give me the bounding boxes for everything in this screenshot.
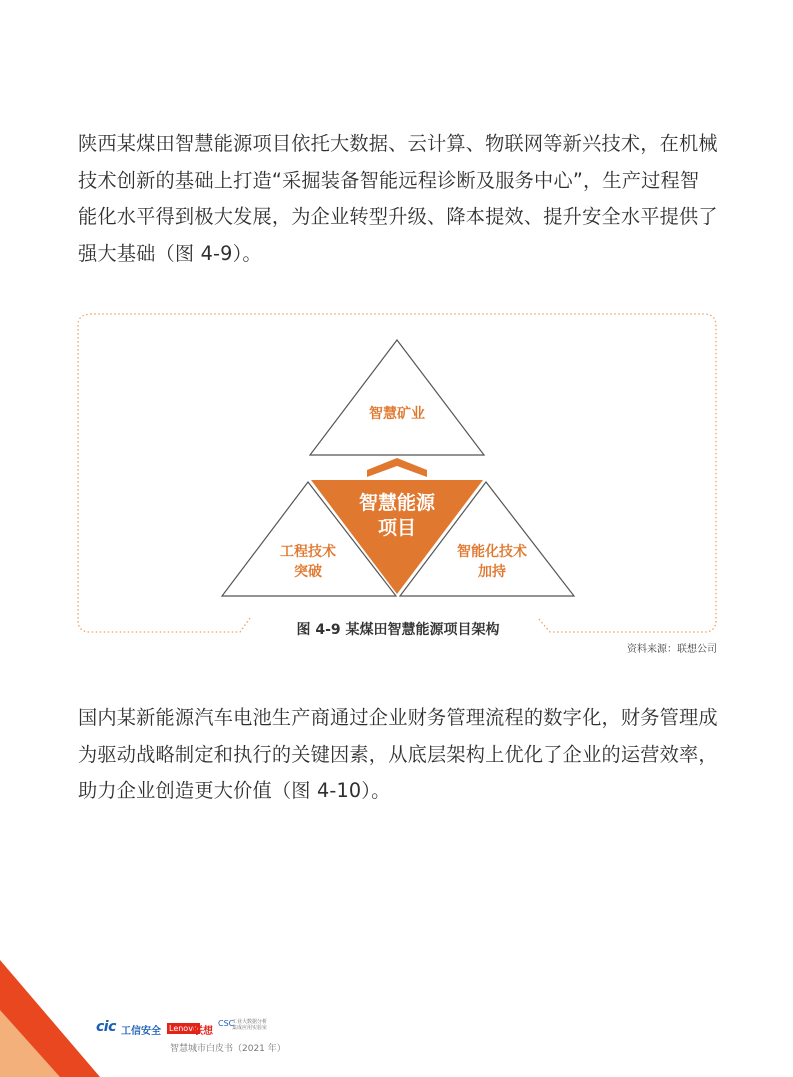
top-triangle-label: 智慧矿业 — [369, 406, 425, 422]
third-logo-text2: 集成应用实验室 — [232, 1025, 268, 1031]
cic-logo-cn: 工信安全 — [121, 1026, 161, 1037]
third-logo-text — [232, 1019, 267, 1031]
center-label-line1: 智慧能源 — [358, 492, 435, 514]
lenovo-logo-cn: 联想 — [193, 1026, 213, 1037]
left-label-line1: 工程技术 — [280, 544, 336, 560]
paragraph-2: 国内某新能源汽车电池生产商通过企业财务管理流程的数字化，财务管理成为驱动战略制定和执行的关键因素，从底层架构上优化了企业的运营效率，助力企业创造更大价值（图 4-10）。 — [78, 706, 718, 802]
figure-source: 资料来源：联想公司 — [627, 644, 717, 655]
paragraph-1: 陕西某煤田智慧能源项目依托大数据、云计算、物联网等新兴技术，在机械技术创新的基础上打造“采掘装备智能远程诊断及服务中心”，生产过程智能化水平得到极大发展，为企业转型升级、降本提效、提升安全水平提供了强大基础（图 4-9）。 — [78, 132, 718, 265]
up-chevron — [367, 458, 427, 477]
right-label-line1: 智能化技术 — [457, 544, 527, 560]
center-triangle-label — [347, 491, 447, 541]
right-triangle-label — [447, 542, 537, 582]
left-label-line2: 突破 — [294, 564, 322, 580]
top-triangle — [310, 340, 484, 455]
left-triangle-label — [268, 542, 348, 582]
right-label-line2: 加持 — [478, 564, 506, 580]
figure-caption: 图 4-9 某煤田智慧能源项目架构 — [258, 619, 538, 639]
lenovo-logo: Lenovo — [169, 1024, 198, 1033]
third-logo: CSC — [218, 1019, 235, 1028]
center-label-line2: 项目 — [377, 517, 416, 539]
doc-title: 智慧城市白皮书（2021 年） — [170, 1044, 286, 1054]
page-number: 42 — [70, 996, 90, 1014]
cic-logo: cic — [96, 1019, 116, 1035]
third-logo-text1: 工业大数据分析 — [232, 1019, 268, 1025]
corner-decoration — [0, 960, 110, 1077]
